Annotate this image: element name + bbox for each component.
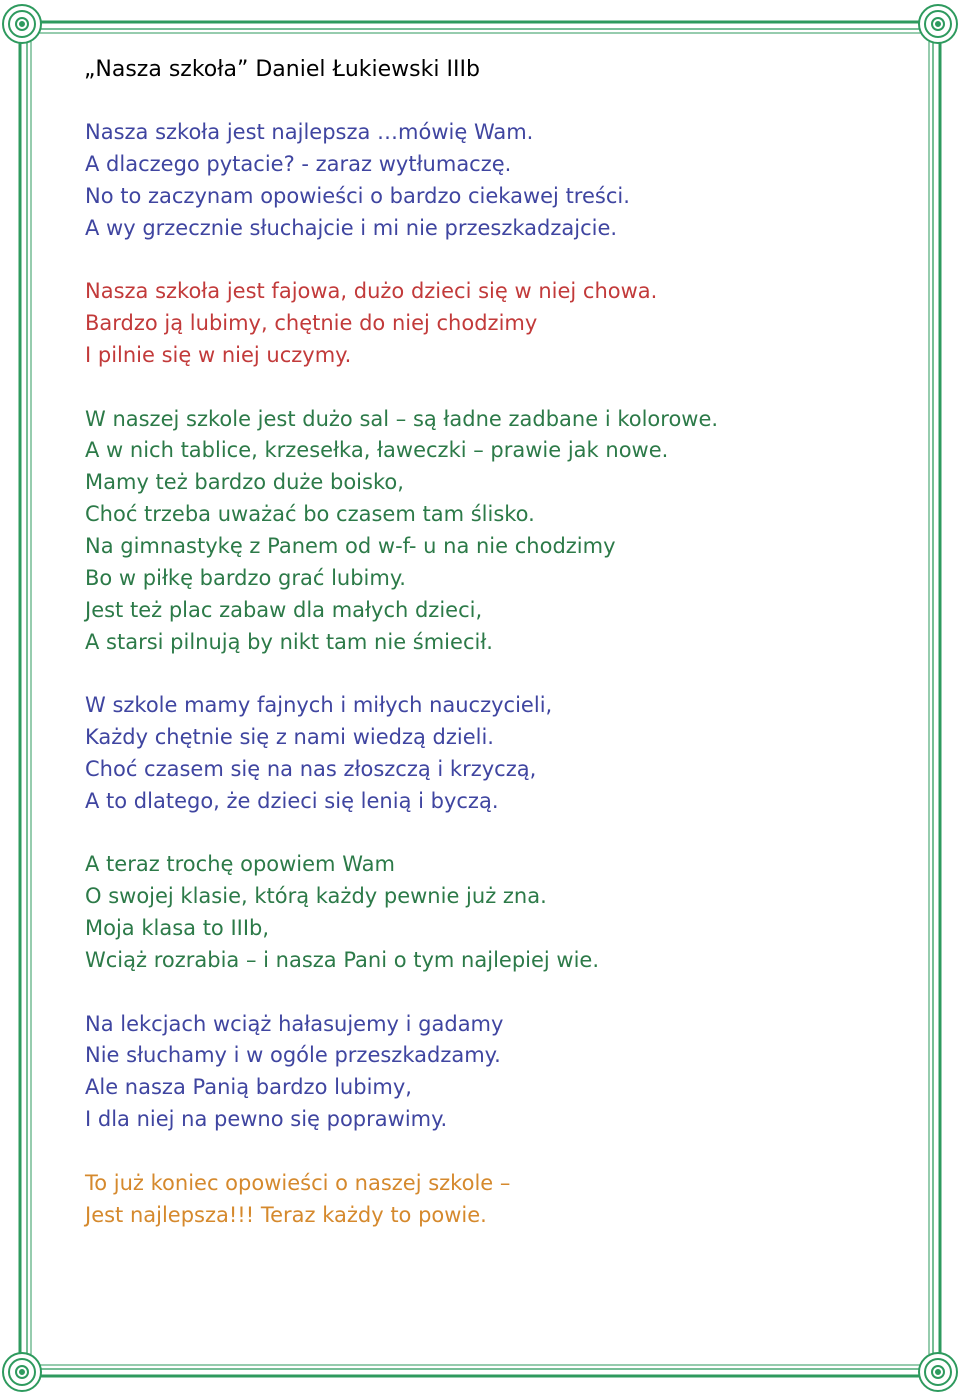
page-title: „Nasza szkoła” Daniel Łukiewski IIIb <box>84 57 480 82</box>
corner-ornament-icon <box>3 5 41 43</box>
poem-line: Moja klasa to IIIb, <box>85 916 270 941</box>
poem-line: Na gimnastykę z Panem od w-f- u na nie chodzimy <box>85 533 616 558</box>
poem-line: Choć czasem się na nas złoszczą i krzyczą, <box>85 756 537 781</box>
poem-line: O swojej klasie, którą każdy pewnie już zna. <box>85 884 547 909</box>
poem-line: A dlaczego pytacie? - zaraz wytłumaczę. <box>85 151 512 176</box>
poem-line: No to zaczynam opowieści o bardzo ciekawej treści. <box>85 183 630 208</box>
poem-line: Jest najlepsza!!! Teraz każdy to powie. <box>85 1202 487 1227</box>
stanza-gap <box>85 1136 905 1168</box>
poem-line: To już koniec opowieści o naszej szkole – <box>85 1170 511 1195</box>
poem-line: Nie słuchamy i w ogóle przeszkadzamy. <box>85 1043 501 1068</box>
poem-line: Bardzo ją lubimy, chętnie do niej chodzimy <box>85 311 538 336</box>
poem-line: Nasza szkoła jest fajowa, dużo dzieci się w niej chowa. <box>85 279 658 304</box>
poem-line: I pilnie się w niej uczymy. <box>85 342 352 367</box>
poem-line: Ale nasza Panią bardzo lubimy, <box>85 1075 412 1100</box>
stanza-gap <box>85 977 905 1009</box>
poem-line: Choć trzeba uważać bo czasem tam ślisko. <box>85 502 535 527</box>
corner-ornament-icon <box>3 1353 41 1391</box>
stanza-gap <box>85 658 905 690</box>
poem-line: A wy grzecznie słuchajcie i mi nie przeszkadzajcie. <box>85 215 618 240</box>
poem-line: Na lekcjach wciąż hałasujemy i gadamy <box>85 1011 504 1036</box>
stanza-gap <box>85 818 905 850</box>
poem-line: Jest też plac zabaw dla małych dzieci, <box>85 597 483 622</box>
poem-line: Bo w piłkę bardzo grać lubimy. <box>85 565 406 590</box>
corner-ornament-icon <box>919 1353 957 1391</box>
poem-line: I dla niej na pewno się poprawimy. <box>85 1107 448 1132</box>
poem-body <box>85 117 905 1232</box>
corner-ornament-icon <box>919 5 957 43</box>
poem-line: A w nich tablice, krzesełka, ławeczki – prawie jak nowe. <box>85 438 669 463</box>
poem-line: Nasza szkoła jest najlepsza …mówię Wam. <box>85 120 534 144</box>
poem-line: A teraz trochę opowiem Wam <box>85 852 395 877</box>
stanza-gap <box>85 244 905 276</box>
poem-line: W naszej szkole jest dużo sal – są ładne zadbane i kolorowe. <box>85 406 719 431</box>
poem-line: A to dlatego, że dzieci się lenią i byczą. <box>85 788 499 813</box>
poem-line: A starsi pilnują by nikt tam nie śmiecił. <box>85 629 493 654</box>
poem-line: W szkole mamy fajnych i miłych nauczycieli, <box>85 693 553 718</box>
stanza-gap <box>85 372 905 404</box>
poem-line: Wciąż rozrabia – i nasza Pani o tym najlepiej wie. <box>85 947 600 972</box>
poem-line: Każdy chętnie się z nami wiedzą dzieli. <box>85 725 494 750</box>
poem-line: Mamy też bardzo duże boisko, <box>85 470 404 495</box>
